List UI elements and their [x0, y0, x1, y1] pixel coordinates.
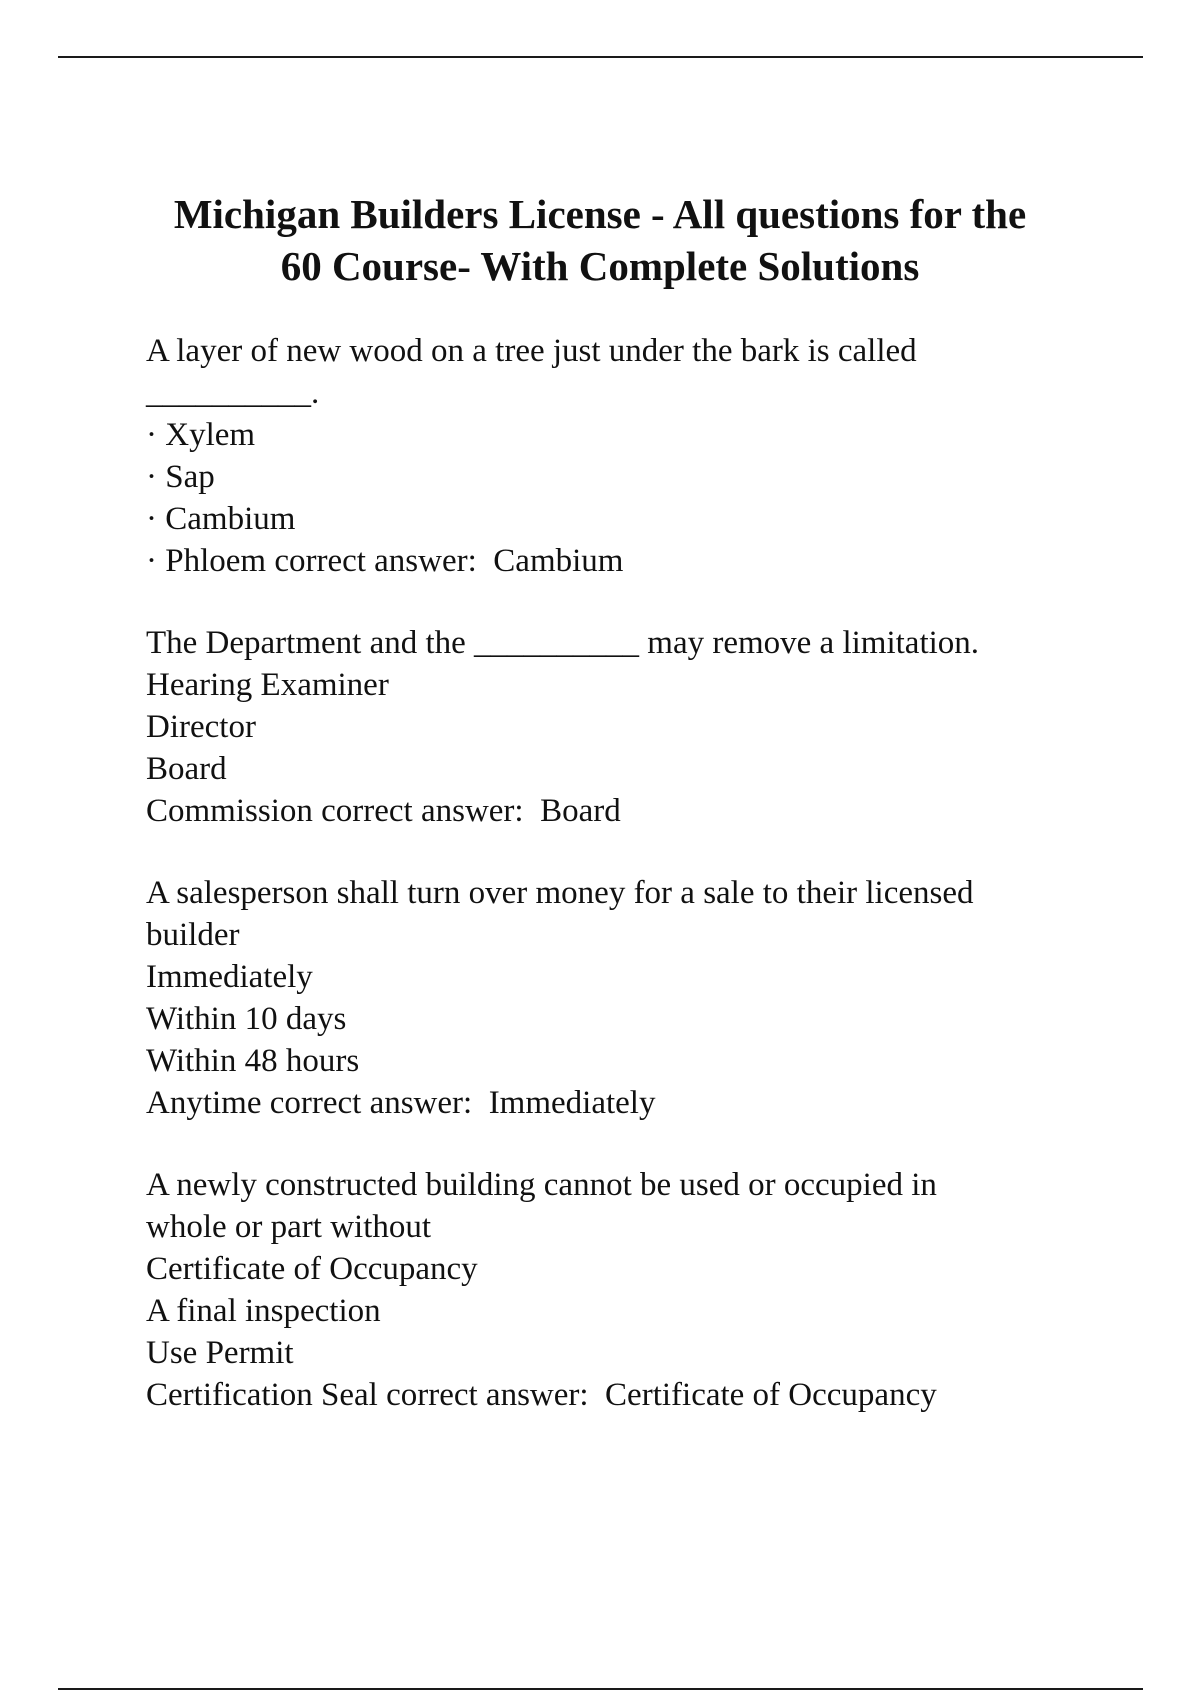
page-title: [100, 188, 1100, 292]
question-block: [146, 1164, 1106, 1416]
question-text: A salesperson shall turn over money for a sale to their licensed: [146, 875, 974, 911]
question-list: [146, 330, 1106, 1456]
question-text: The Department and the __________ may remove a limitation.: [146, 625, 980, 661]
answer-option-with-solution: Commission correct answer: Board: [146, 793, 621, 829]
answer-option: Use Permit: [146, 1335, 294, 1371]
answer-option: Immediately: [146, 959, 313, 995]
question-block: [146, 330, 1106, 582]
answer-option: · Sap: [146, 459, 215, 495]
question-text: whole or part without: [146, 1209, 432, 1245]
question-block: [146, 622, 1106, 832]
title-line-2: 60 Course- With Complete Solutions: [280, 243, 920, 289]
answer-option: Within 10 days: [146, 1001, 347, 1037]
answer-option-with-solution: · Phloem correct answer: Cambium: [146, 543, 624, 579]
question-text: A layer of new wood on a tree just under the bark is called: [146, 333, 917, 369]
question-text: __________.: [146, 375, 320, 411]
question-text: A newly constructed building cannot be used or occupied in: [146, 1167, 937, 1203]
answer-option: · Xylem: [146, 417, 256, 453]
answer-option: A final inspection: [146, 1293, 381, 1329]
answer-option-with-solution: Anytime correct answer: Immediately: [146, 1085, 656, 1121]
answer-option-with-solution: Certification Seal correct answer: Certificate of Occupancy: [146, 1377, 937, 1413]
answer-option: Director: [146, 709, 256, 745]
answer-option: Hearing Examiner: [146, 667, 389, 703]
answer-option: Certificate of Occupancy: [146, 1251, 478, 1287]
answer-option: · Cambium: [146, 501, 296, 537]
bottom-divider: [58, 1688, 1143, 1690]
answer-option: Within 48 hours: [146, 1043, 360, 1079]
question-text: builder: [146, 917, 240, 953]
answer-option: Board: [146, 751, 227, 787]
top-divider: [58, 56, 1143, 58]
title-line-1: Michigan Builders License - All questions for the: [173, 191, 1027, 237]
question-block: [146, 872, 1106, 1124]
